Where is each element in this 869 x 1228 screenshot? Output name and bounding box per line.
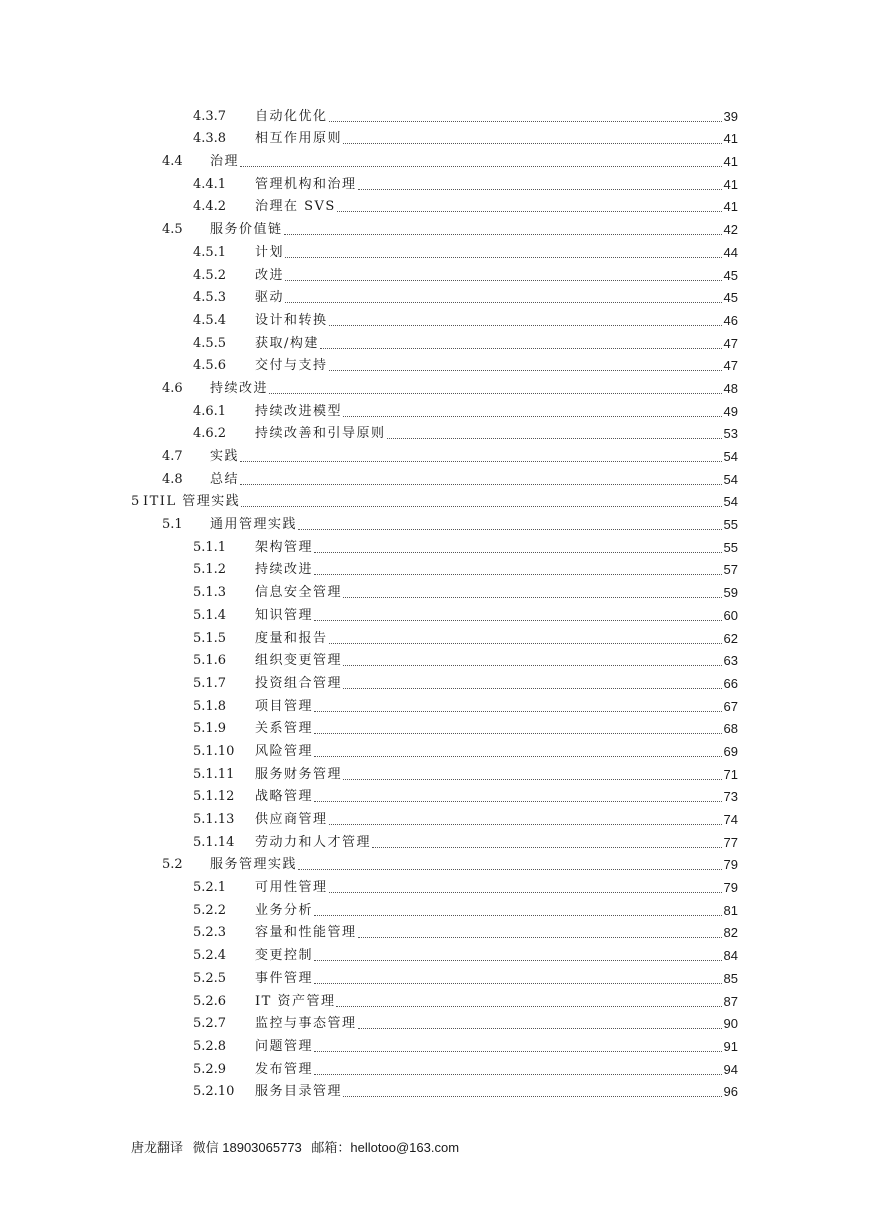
toc-entry-title: 组织变更管理	[255, 653, 343, 669]
toc-entry[interactable]	[0, 626, 869, 649]
toc-entry-title: 设计和转换	[255, 312, 328, 328]
toc-entry-title: 劳动力和人才管理	[255, 834, 372, 850]
toc-entry-title: 驱动	[255, 290, 285, 306]
toc-entry-number: 4.5.2	[193, 267, 227, 283]
toc-entry-title: 相互作用原则	[255, 131, 343, 147]
toc-entry-page: 90	[723, 1016, 738, 1032]
toc-entry-page: 62	[723, 630, 738, 646]
toc-entry-page: 87	[723, 993, 738, 1009]
toc-entry[interactable]	[0, 966, 869, 989]
toc-dot-leader	[314, 552, 736, 553]
toc-dot-leader	[314, 915, 736, 916]
toc-entry[interactable]	[0, 263, 869, 286]
toc-entry-number: 4.5.4	[193, 312, 227, 328]
toc-entry-page: 82	[723, 925, 738, 941]
toc-entry[interactable]	[0, 422, 869, 445]
toc-entry-number: 5.2.6	[193, 993, 227, 1009]
toc-dot-leader	[298, 529, 736, 530]
toc-dot-leader	[241, 506, 736, 507]
toc-entry-page: 74	[723, 812, 738, 827]
toc-dot-leader	[298, 869, 736, 870]
toc-entry-page: 55	[723, 539, 738, 555]
toc-entry-title: 总结	[210, 471, 240, 487]
toc-entry-number: 4.5.6	[193, 358, 227, 374]
toc-dot-leader	[358, 1028, 736, 1029]
toc-entry-number: 5.1.1	[193, 539, 227, 555]
toc-entry-number: 4.5	[162, 222, 183, 238]
toc-entry[interactable]	[0, 807, 869, 830]
toc-entry-page: 68	[723, 721, 738, 737]
toc-entry-title: 发布管理	[255, 1061, 314, 1077]
toc-entry-page: 42	[723, 222, 738, 238]
toc-entry-title: 持续改进模型	[255, 403, 343, 419]
toc-entry-page: 85	[723, 970, 738, 986]
toc-entry-title: 项目管理	[255, 698, 314, 714]
toc-dot-leader	[343, 1096, 736, 1097]
toc-dot-leader	[314, 733, 736, 734]
toc-entry-number: 5.1.8	[193, 698, 227, 714]
toc-entry[interactable]	[0, 240, 869, 263]
toc-entry-number: 4.4.1	[193, 176, 227, 192]
toc-entry-page: 79	[723, 880, 738, 896]
toc-entry-title: 供应商管理	[255, 812, 328, 827]
toc-entry[interactable]	[0, 671, 869, 694]
toc-entry-title: 架构管理	[255, 539, 314, 555]
toc-entry-title: 持续改进	[255, 562, 314, 578]
toc-entry-title: 治理	[210, 154, 240, 170]
toc-entry-title: 持续改善和引导原则	[255, 426, 386, 442]
toc-entry-page: 41	[723, 154, 738, 170]
toc-entry-page: 46	[723, 312, 738, 328]
toc-entry-page: 47	[723, 358, 738, 374]
toc-entry-number: 5.2.5	[193, 970, 227, 986]
toc-dot-leader	[320, 348, 736, 349]
toc-entry-title: 服务财务管理	[255, 766, 343, 782]
toc-entry-number: 5.2.2	[193, 902, 227, 918]
toc-entry[interactable]	[0, 127, 869, 150]
toc-entry-title: IT 资产管理	[255, 993, 336, 1009]
toc-entry-title: 投资组合管理	[255, 675, 343, 691]
toc-entry-number: 5.2.9	[193, 1061, 227, 1077]
toc-entry-page: 54	[723, 471, 738, 487]
toc-entry[interactable]	[0, 1080, 869, 1103]
toc-entry-title: 可用性管理	[255, 880, 328, 896]
toc-entry-title: 度量和报告	[255, 630, 328, 646]
toc-entry-page: 54	[723, 449, 738, 464]
toc-entry-number: 5.2.10	[193, 1084, 235, 1100]
toc-entry-page: 63	[723, 653, 738, 669]
toc-entry-page: 49	[723, 403, 738, 419]
toc-entry[interactable]	[0, 785, 869, 808]
toc-entry-title: 自动化优化	[255, 108, 328, 124]
toc-entry-title: 持续改进	[210, 380, 269, 396]
toc-entry-number: 5.2	[162, 857, 183, 873]
toc-dot-leader	[343, 688, 736, 689]
toc-entry-number: 4.3.7	[193, 108, 227, 124]
toc-entry-number: 5.1.7	[193, 675, 227, 691]
toc-entry[interactable]	[0, 308, 869, 331]
table-of-contents	[0, 104, 869, 1102]
toc-entry-page: 94	[723, 1061, 738, 1077]
toc-entry-title: 问题管理	[255, 1038, 314, 1054]
toc-dot-leader	[343, 779, 736, 780]
toc-entry[interactable]	[0, 512, 869, 535]
toc-entry-page: 47	[723, 335, 738, 351]
toc-dot-leader	[372, 847, 736, 848]
toc-entry-title: 事件管理	[255, 970, 314, 986]
toc-entry-title: ITIL 管理实践	[143, 494, 241, 510]
toc-entry-number: 5	[131, 494, 140, 510]
toc-entry[interactable]	[0, 830, 869, 853]
toc-dot-leader	[269, 393, 736, 394]
toc-entry[interactable]	[0, 444, 869, 467]
toc-dot-leader	[358, 189, 736, 190]
toc-entry-title: 容量和性能管理	[255, 925, 357, 941]
toc-dot-leader	[387, 438, 736, 439]
toc-dot-leader	[343, 665, 736, 666]
toc-entry-number: 5.1.6	[193, 653, 227, 669]
toc-entry-title: 改进	[255, 267, 285, 283]
toc-entry-page: 45	[723, 267, 738, 283]
toc-entry[interactable]	[0, 717, 869, 740]
toc-entry[interactable]	[0, 376, 869, 399]
toc-entry-title: 战略管理	[255, 789, 314, 805]
toc-entry[interactable]	[0, 875, 869, 898]
toc-entry-page: 69	[723, 743, 738, 759]
toc-entry-page: 73	[723, 789, 738, 805]
toc-entry-number: 4.4	[162, 154, 183, 170]
toc-entry-title: 通用管理实践	[210, 517, 298, 533]
toc-entry-number: 4.5.3	[193, 290, 227, 306]
toc-entry-title: 关系管理	[255, 721, 314, 737]
toc-entry[interactable]	[0, 649, 869, 672]
toc-entry-page: 66	[723, 675, 738, 691]
toc-entry-page: 54	[723, 494, 738, 510]
toc-entry[interactable]	[0, 331, 869, 354]
toc-entry[interactable]	[0, 558, 869, 581]
toc-entry[interactable]	[0, 1012, 869, 1035]
page-footer	[131, 1137, 465, 1156]
toc-entry-page: 53	[723, 426, 738, 442]
toc-entry[interactable]	[0, 580, 869, 603]
toc-entry-page: 55	[723, 517, 738, 533]
toc-entry[interactable]	[0, 490, 869, 513]
toc-entry-page: 41	[723, 176, 738, 192]
toc-entry[interactable]	[0, 149, 869, 172]
toc-entry-number: 5.1.14	[193, 834, 235, 850]
toc-entry-page: 39	[723, 108, 738, 124]
toc-entry-page: 41	[723, 131, 738, 147]
toc-entry-title: 交付与支持	[255, 358, 328, 374]
toc-entry-page: 60	[723, 607, 738, 623]
toc-entry[interactable]	[0, 354, 869, 377]
toc-entry-number: 4.7	[162, 449, 183, 464]
toc-entry-page: 71	[723, 766, 738, 782]
toc-entry-number: 5.2.3	[193, 925, 227, 941]
toc-entry[interactable]	[0, 898, 869, 921]
toc-dot-leader	[314, 711, 736, 712]
toc-entry-title: 服务目录管理	[255, 1084, 343, 1100]
toc-dot-leader	[336, 1006, 736, 1007]
toc-entry[interactable]	[0, 399, 869, 422]
toc-dot-leader	[329, 325, 736, 326]
toc-dot-leader	[314, 756, 736, 757]
toc-entry[interactable]	[0, 195, 869, 218]
toc-dot-leader	[285, 257, 736, 258]
toc-entry-number: 5.2.7	[193, 1016, 227, 1032]
toc-dot-leader	[285, 302, 736, 303]
toc-entry-title: 治理在 SVS	[255, 199, 336, 215]
toc-entry-title: 获取/构建	[255, 335, 319, 351]
toc-entry[interactable]	[0, 1057, 869, 1080]
toc-entry[interactable]	[0, 694, 869, 717]
toc-entry-page: 84	[723, 948, 738, 964]
toc-entry[interactable]	[0, 943, 869, 966]
toc-entry-number: 4.6.1	[193, 403, 227, 419]
toc-entry-title: 变更控制	[255, 948, 314, 964]
toc-dot-leader	[285, 280, 736, 281]
toc-dot-leader	[358, 937, 736, 938]
toc-entry-title: 信息安全管理	[255, 585, 343, 601]
toc-entry-number: 4.5.5	[193, 335, 227, 351]
toc-entry-number: 5.1.11	[193, 766, 235, 782]
toc-entry-page: 59	[723, 585, 738, 601]
toc-dot-leader	[314, 1074, 736, 1075]
toc-entry-page: 79	[723, 857, 738, 873]
toc-entry-title: 服务价值链	[210, 222, 283, 238]
toc-entry-title: 业务分析	[255, 902, 314, 918]
toc-dot-leader	[284, 234, 736, 235]
toc-entry-title: 监控与事态管理	[255, 1016, 357, 1032]
toc-dot-leader	[343, 416, 736, 417]
toc-entry-number: 4.4.2	[193, 199, 227, 215]
toc-entry[interactable]	[0, 467, 869, 490]
toc-entry[interactable]	[0, 104, 869, 127]
toc-dot-leader	[329, 892, 736, 893]
toc-entry-number: 4.3.8	[193, 131, 227, 147]
toc-entry-number: 5.1.9	[193, 721, 227, 737]
toc-entry[interactable]	[0, 286, 869, 309]
toc-entry[interactable]	[0, 921, 869, 944]
toc-dot-leader	[329, 643, 736, 644]
toc-entry-number: 4.6.2	[193, 426, 227, 442]
toc-dot-leader	[329, 824, 736, 825]
toc-entry-number: 5.1	[162, 517, 183, 533]
toc-entry-title: 知识管理	[255, 607, 314, 623]
toc-entry-number: 5.2.1	[193, 880, 227, 896]
toc-entry-number: 5.1.4	[193, 607, 227, 623]
toc-dot-leader	[240, 484, 736, 485]
toc-entry-number: 5.2.8	[193, 1038, 227, 1054]
toc-entry-number: 5.2.4	[193, 948, 227, 964]
toc-entry-page: 91	[723, 1038, 738, 1054]
toc-entry[interactable]	[0, 535, 869, 558]
toc-entry-page: 57	[723, 562, 738, 578]
footer-wechat: 微信 18903065773	[192, 1140, 302, 1155]
toc-entry[interactable]	[0, 853, 869, 876]
toc-entry[interactable]	[0, 172, 869, 195]
toc-entry[interactable]	[0, 217, 869, 240]
toc-entry-number: 5.1.13	[193, 812, 235, 827]
toc-entry[interactable]	[0, 762, 869, 785]
toc-dot-leader	[343, 143, 736, 144]
toc-entry-number: 4.6	[162, 380, 183, 396]
toc-dot-leader	[314, 960, 736, 961]
toc-dot-leader	[343, 597, 736, 598]
toc-dot-leader	[329, 121, 736, 122]
toc-entry[interactable]	[0, 603, 869, 626]
toc-dot-leader	[314, 801, 736, 802]
toc-entry-page: 96	[723, 1084, 738, 1100]
toc-entry-page: 81	[723, 902, 738, 918]
toc-entry-title: 管理机构和治理	[255, 176, 357, 192]
toc-entry-page: 45	[723, 290, 738, 306]
toc-entry-title: 计划	[255, 244, 285, 260]
toc-entry[interactable]	[0, 989, 869, 1012]
toc-entry-page: 67	[723, 698, 738, 714]
toc-dot-leader	[240, 461, 736, 462]
footer-company: 唐龙翻译	[131, 1140, 184, 1155]
toc-entry-page: 77	[723, 834, 738, 850]
toc-dot-leader	[329, 370, 736, 371]
toc-entry-title: 风险管理	[255, 743, 314, 759]
toc-entry-title: 服务管理实践	[210, 857, 298, 873]
toc-entry-number: 4.8	[162, 471, 183, 487]
toc-entry[interactable]	[0, 1034, 869, 1057]
toc-entry-number: 5.1.5	[193, 630, 227, 646]
toc-entry-number: 5.1.3	[193, 585, 227, 601]
toc-entry-page: 44	[723, 244, 738, 260]
toc-entry[interactable]	[0, 739, 869, 762]
toc-dot-leader	[240, 166, 736, 167]
toc-entry-number: 4.5.1	[193, 244, 227, 260]
toc-entry-title: 实践	[210, 449, 240, 464]
toc-entry-page: 41	[723, 199, 738, 215]
footer-email: 邮箱：hellotoo@163.com	[311, 1140, 460, 1155]
toc-dot-leader	[314, 1051, 736, 1052]
toc-entry-page: 48	[723, 380, 738, 396]
toc-dot-leader	[314, 574, 736, 575]
toc-dot-leader	[337, 211, 736, 212]
toc-entry-number: 5.1.2	[193, 562, 227, 578]
toc-dot-leader	[314, 620, 736, 621]
toc-dot-leader	[314, 983, 736, 984]
toc-entry-number: 5.1.12	[193, 789, 235, 805]
toc-entry-number: 5.1.10	[193, 743, 235, 759]
